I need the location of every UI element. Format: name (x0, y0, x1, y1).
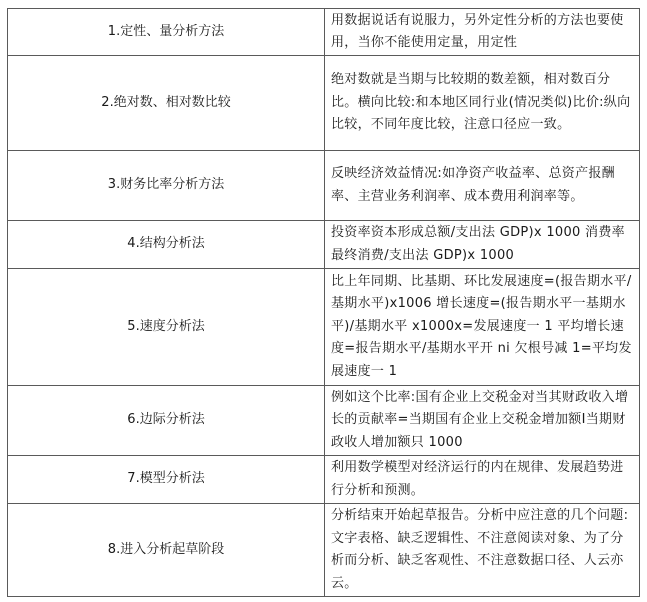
table-row (8, 9, 640, 56)
description-cell: 用数据说话有说服力，另外定性分析的方法也要使用，当你不能使用定量，用定性 (325, 9, 640, 56)
table-row (8, 269, 640, 386)
description-cell: 反映经济效益情况:如净资产收益率、总资产报酬率、主营业务利润率、成本费用利润率等。 (325, 151, 640, 221)
description-cell: 比上年同期、比基期、环比发展速度=(报告期水平/基期水平)x1006 增长速度=(报告期水平一基期水平)/基期水平 x1000x=发展速度一 1 平均增长速度=报告期水平/基期水平开 ni 欠根号减 1=平均发展速度一 1 (325, 269, 640, 386)
method-cell: 5.速度分析法 (8, 269, 325, 386)
description-cell: 绝对数就是当期与比较期的数差额，相对数百分比。横向比较:和本地区同行业(情况类似)比价:纵向比较，不同年度比较，注意口径应一致。 (325, 56, 640, 151)
method-cell: 6.边际分析法 (8, 386, 325, 456)
method-cell: 2.绝对数、相对数比较 (8, 56, 325, 151)
analysis-methods-table-wrapper (7, 8, 640, 597)
table-row (8, 56, 640, 151)
method-cell: 1.定性、量分析方法 (8, 9, 325, 56)
description-cell: 利用数学模型对经济运行的内在规律、发展趋势进行分析和预测。 (325, 456, 640, 504)
method-cell: 8.进入分析起草阶段 (8, 504, 325, 597)
method-cell: 3.财务比率分析方法 (8, 151, 325, 221)
analysis-methods-table (7, 8, 640, 597)
table-row (8, 456, 640, 504)
table-row (8, 151, 640, 221)
table-row (8, 221, 640, 269)
description-cell: 投资率资本形成总额/支出法 GDP)x 1000 消费率最终消费/支出法 GDP)x 1000 (325, 221, 640, 269)
description-cell: 例如这个比率:国有企业上交税金对当其财政收入增长的贡献率=当期国有企业上交税金增加额Ⅰ当期财政收人增加额只 1000 (325, 386, 640, 456)
method-cell: 7.模型分析法 (8, 456, 325, 504)
method-cell: 4.结构分析法 (8, 221, 325, 269)
table-row (8, 504, 640, 597)
table-row (8, 386, 640, 456)
description-cell: 分析结束开始起草报告。分析中应注意的几个问题:文字表格、缺乏逻辑性、不注意阅读对象、为了分析而分析、缺乏客观性、不注意数据口径、人云亦云。 (325, 504, 640, 597)
